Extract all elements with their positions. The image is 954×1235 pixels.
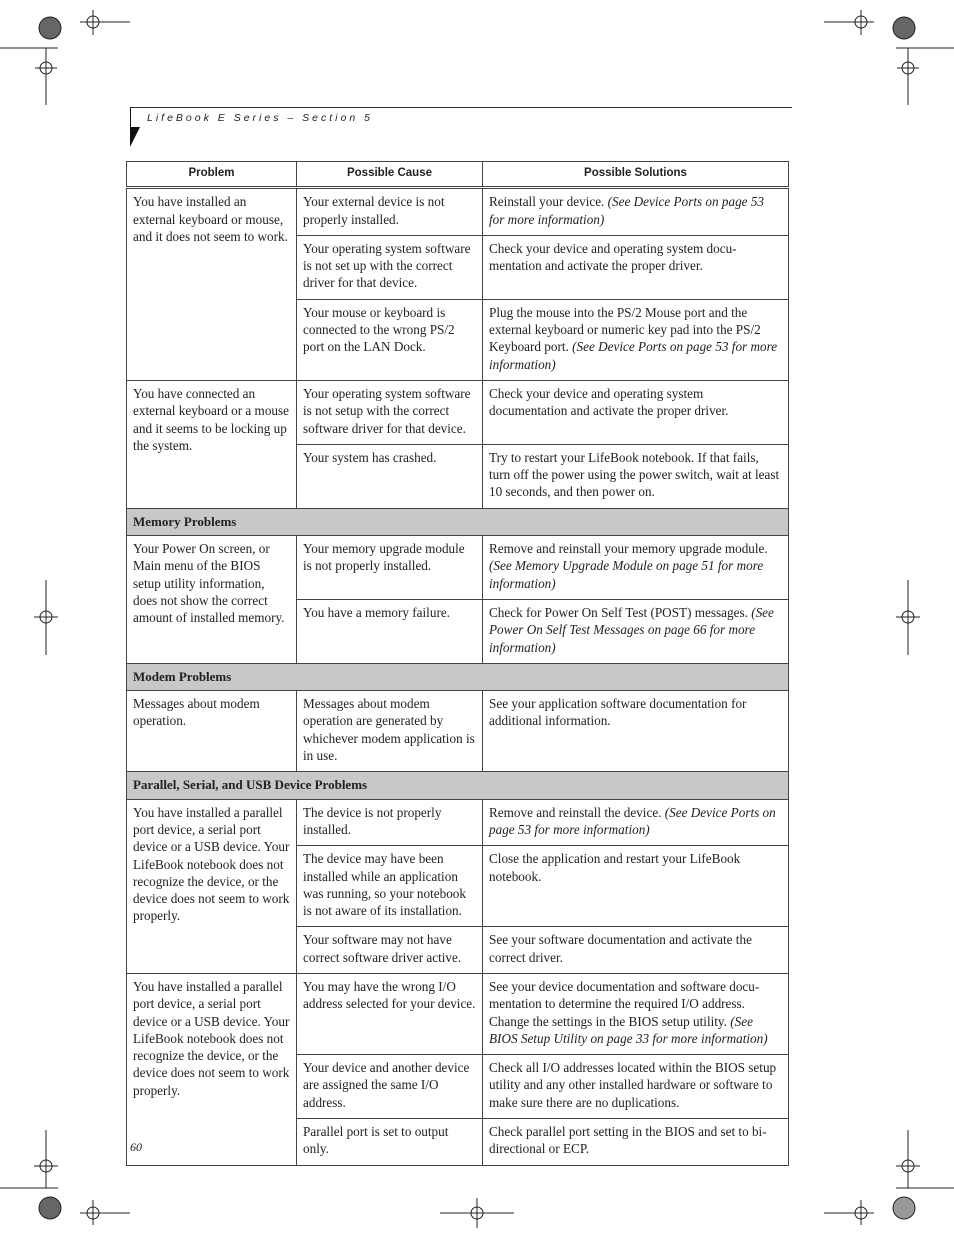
crosshair-icon	[471, 1207, 483, 1219]
solution-cell	[483, 799, 789, 846]
section-title-memory: Memory Problems	[127, 508, 789, 535]
solution-text: Remove and reinstall your memory upgrade module.	[489, 541, 768, 557]
problem-cell: You have installed an external keyboard or mouse, and it does not seem to work.	[127, 188, 297, 381]
table-row	[127, 188, 789, 236]
cause-cell: Messages about modem operation are generated by whichever modem application is in use.	[297, 691, 483, 772]
header-rule	[131, 107, 792, 108]
cause-cell: Your memory upgrade module is not properly installed.	[297, 536, 483, 600]
cause-cell: Your device and another device are assigned the same I/O address.	[297, 1055, 483, 1119]
page-number: 60	[130, 1140, 142, 1154]
troubleshooting-table	[126, 161, 789, 1166]
problem-cell: Your Power On screen, or Main menu of the BIOS setup utility information, does not show the correct amount of installed memory.	[127, 536, 297, 664]
crosshair-icon	[902, 62, 914, 74]
section-header-row	[127, 508, 789, 535]
solution-text: See your device documentation and software docu-mentation to determine the required I/O address. Change the settings in the BIOS setup utility.	[489, 978, 760, 1029]
column-header-problem: Problem	[127, 162, 297, 188]
solution-cell: Check your device and operating system docu-mentation and activate the proper driver.	[483, 235, 789, 299]
cause-cell: Your mouse or keyboard is connected to the wrong PS/2 port on the LAN Dock.	[297, 299, 483, 380]
problem-cell: You have connected an external keyboard or a mouse and it seems to be locking up the system.	[127, 380, 297, 508]
crosshair-icon	[87, 1207, 99, 1219]
cause-cell: The device may have been installed while an application was running, so your notebook is not aware of its installation.	[297, 846, 483, 927]
solution-reference: (See BIOS Setup Utility on page 33 for more information)	[489, 1013, 768, 1046]
crosshair-icon	[40, 1160, 52, 1172]
problem-cell: You have installed a parallel port device, a serial port device or a USB device. Your LifeBook notebook does not recognize the device, or the device does not seem to work properly.	[127, 973, 297, 1165]
solution-reference: (See Device Ports on page 53 for more information)	[489, 194, 765, 227]
crosshair-icon	[855, 16, 867, 28]
section-header-row	[127, 772, 789, 799]
table-row	[127, 973, 789, 1054]
cause-cell: You may have the wrong I/O address selected for your device.	[297, 973, 483, 1054]
running-header: LifeBook E Series – Section 5	[147, 112, 373, 124]
section-header-row	[127, 663, 789, 690]
solution-cell: Try to restart your LifeBook notebook. If that fails, turn off the power using the power switch, wait at least 10 seconds, and then power on.	[483, 444, 789, 508]
solution-cell	[483, 299, 789, 380]
solution-cell: Close the application and restart your LifeBook notebook.	[483, 846, 789, 927]
solution-reference: (See Device Ports on page 53 for more information)	[489, 804, 776, 837]
crosshair-icon	[40, 62, 52, 74]
solution-cell: See your application software documentation for additional information.	[483, 691, 789, 772]
solution-text: Remove and reinstall the device.	[489, 804, 662, 820]
solution-cell: See your software documentation and activate the correct driver.	[483, 927, 789, 974]
crosshair-icon	[902, 1160, 914, 1172]
problem-cell: Messages about modem operation.	[127, 691, 297, 772]
crosshair-icon	[87, 16, 99, 28]
cause-cell: Your software may not have correct software driver active.	[297, 927, 483, 974]
solution-cell	[483, 599, 789, 663]
table-row	[127, 799, 789, 846]
table-header-row	[127, 162, 789, 188]
header-corner-tab	[130, 107, 142, 149]
crosshair-icon	[855, 1207, 867, 1219]
cause-cell: Your system has crashed.	[297, 444, 483, 508]
crop-circle-icon	[893, 17, 915, 39]
solution-cell: Check your device and operating system documentation and activate the proper driver.	[483, 380, 789, 444]
crosshair-icon	[40, 611, 52, 623]
solution-cell: Check parallel port setting in the BIOS and set to bi-directional or ECP.	[483, 1119, 789, 1166]
crop-circle-icon	[39, 1197, 61, 1219]
crop-circle-icon	[893, 1197, 915, 1219]
solution-text: Reinstall your device.	[489, 194, 605, 210]
cause-cell: Your operating system software is not set up with the correct driver for that device.	[297, 235, 483, 299]
solution-text: Plug the mouse into the PS/2 Mouse port and the external keyboard or numeric key pad into the PS/2 Keyboard port.	[489, 304, 761, 355]
solution-cell	[483, 536, 789, 600]
solution-reference: (See Power On Self Test Messages on page 66 for more information)	[489, 604, 774, 655]
solution-cell	[483, 188, 789, 236]
solution-reference: (See Device Ports on page 53 for more information)	[489, 339, 778, 372]
table-row	[127, 380, 789, 444]
solution-cell: Check all I/O addresses located within the BIOS setup utility and any other installed hardware or software to make sure there are no duplications.	[483, 1055, 789, 1119]
section-title-modem: Modem Problems	[127, 663, 789, 690]
table-row	[127, 691, 789, 772]
cause-cell: Your operating system software is not setup with the correct software driver for that device.	[297, 380, 483, 444]
section-title-ports: Parallel, Serial, and USB Device Problems	[127, 772, 789, 799]
cause-cell: You have a memory failure.	[297, 599, 483, 663]
crop-circle-icon	[39, 17, 61, 39]
column-header-solutions: Possible Solutions	[483, 162, 789, 188]
solution-reference: (See Memory Upgrade Module on page 51 for more information)	[489, 558, 764, 591]
crosshair-icon	[902, 611, 914, 623]
column-header-cause: Possible Cause	[297, 162, 483, 188]
cause-cell: Your external device is not properly installed.	[297, 188, 483, 236]
cause-cell: The device is not properly installed.	[297, 799, 483, 846]
solution-cell	[483, 973, 789, 1054]
table-row	[127, 536, 789, 600]
cause-cell: Parallel port is set to output only.	[297, 1119, 483, 1166]
problem-cell: You have installed a parallel port device, a serial port device or a USB device. Your LifeBook notebook does not recognize the device, or the device does not seem to work properly.	[127, 799, 297, 973]
solution-text: Check for Power On Self Test (POST) messages.	[489, 604, 748, 620]
